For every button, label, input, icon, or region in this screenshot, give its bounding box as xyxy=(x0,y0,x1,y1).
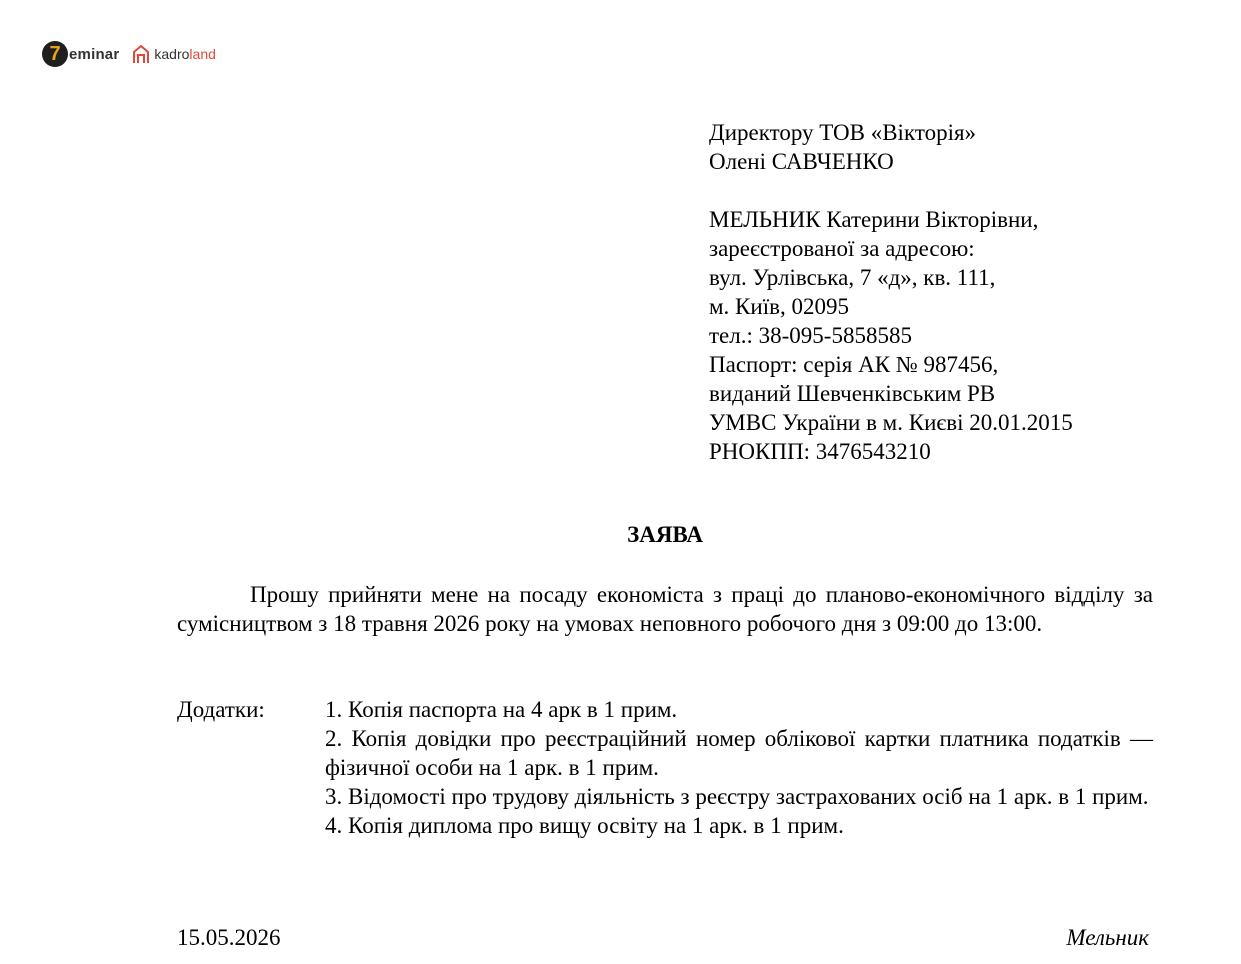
kadroland-logo-text-1: kadro xyxy=(154,46,190,62)
attachment-item-3: 3. Відомості про трудову діяльність з реєстру застрахованих осіб на 1 арк. в 1 прим. xyxy=(325,784,1149,809)
applicant-line-2: зареєстрованої за адресою: xyxy=(709,236,975,261)
document-title: ЗАЯВА xyxy=(627,522,703,547)
attachment-item-4: 4. Копія диплома про вищу освіту на 1 арк. в 1 прим. xyxy=(325,813,844,838)
attachments-list xyxy=(325,695,1153,840)
applicant-line-5: тел.: 38-095-5858585 xyxy=(709,323,912,348)
kadroland-logo-text-2: land xyxy=(189,46,216,62)
logo-bar xyxy=(42,40,216,68)
addressee-line-2: Олені САВЧЕНКО xyxy=(709,149,894,174)
document-date: 15.05.2026 xyxy=(177,925,281,950)
applicant-line-4: м. Київ, 02095 xyxy=(709,294,849,319)
addressee-line-1: Директору ТОВ «Вікторія» xyxy=(709,120,977,145)
applicant-line-3: вул. Урлівська, 7 «д», кв. 111, xyxy=(709,265,996,290)
attachment-item-1: 1. Копія паспорта на 4 арк в 1 прим. xyxy=(325,697,678,722)
applicant-line-8: УМВС України в м. Києві 20.01.2015 xyxy=(709,410,1073,435)
7eminar-logo-mark: 7 xyxy=(42,41,68,67)
header-block xyxy=(709,118,1073,466)
applicant-line-7: виданий Шевченківським РВ xyxy=(709,381,996,406)
applicant-line-6: Паспорт: серія АК № 987456, xyxy=(709,352,999,377)
body-paragraph: Прошу прийняти мене на посаду економіста з праці до планово-економічного відділу за сумісництвом з 18 травня 2026 року на умовах неповного робочого дня з 09:00 до 13:00. xyxy=(177,582,1153,636)
document-body xyxy=(177,580,1153,638)
7eminar-logo-text: eminar xyxy=(69,45,120,63)
kadroland-logo xyxy=(132,44,216,64)
7eminar-logo xyxy=(42,41,119,67)
applicant-line-9: РНОКПП: 3476543210 xyxy=(709,439,931,464)
attachment-item-2: 2. Копія довідки про реєстраційний номер облікової картки платника податків — фізичної особи на 1 арк. в 1 прим. xyxy=(325,726,1153,780)
attachments-label: Додатки: xyxy=(177,697,265,722)
header-spacer xyxy=(709,176,1073,205)
applicant-line-1: МЕЛЬНИК Катерини Вікторівни, xyxy=(709,207,1039,232)
kadroland-house-icon xyxy=(132,44,150,64)
signature: Мельник xyxy=(1066,925,1149,950)
